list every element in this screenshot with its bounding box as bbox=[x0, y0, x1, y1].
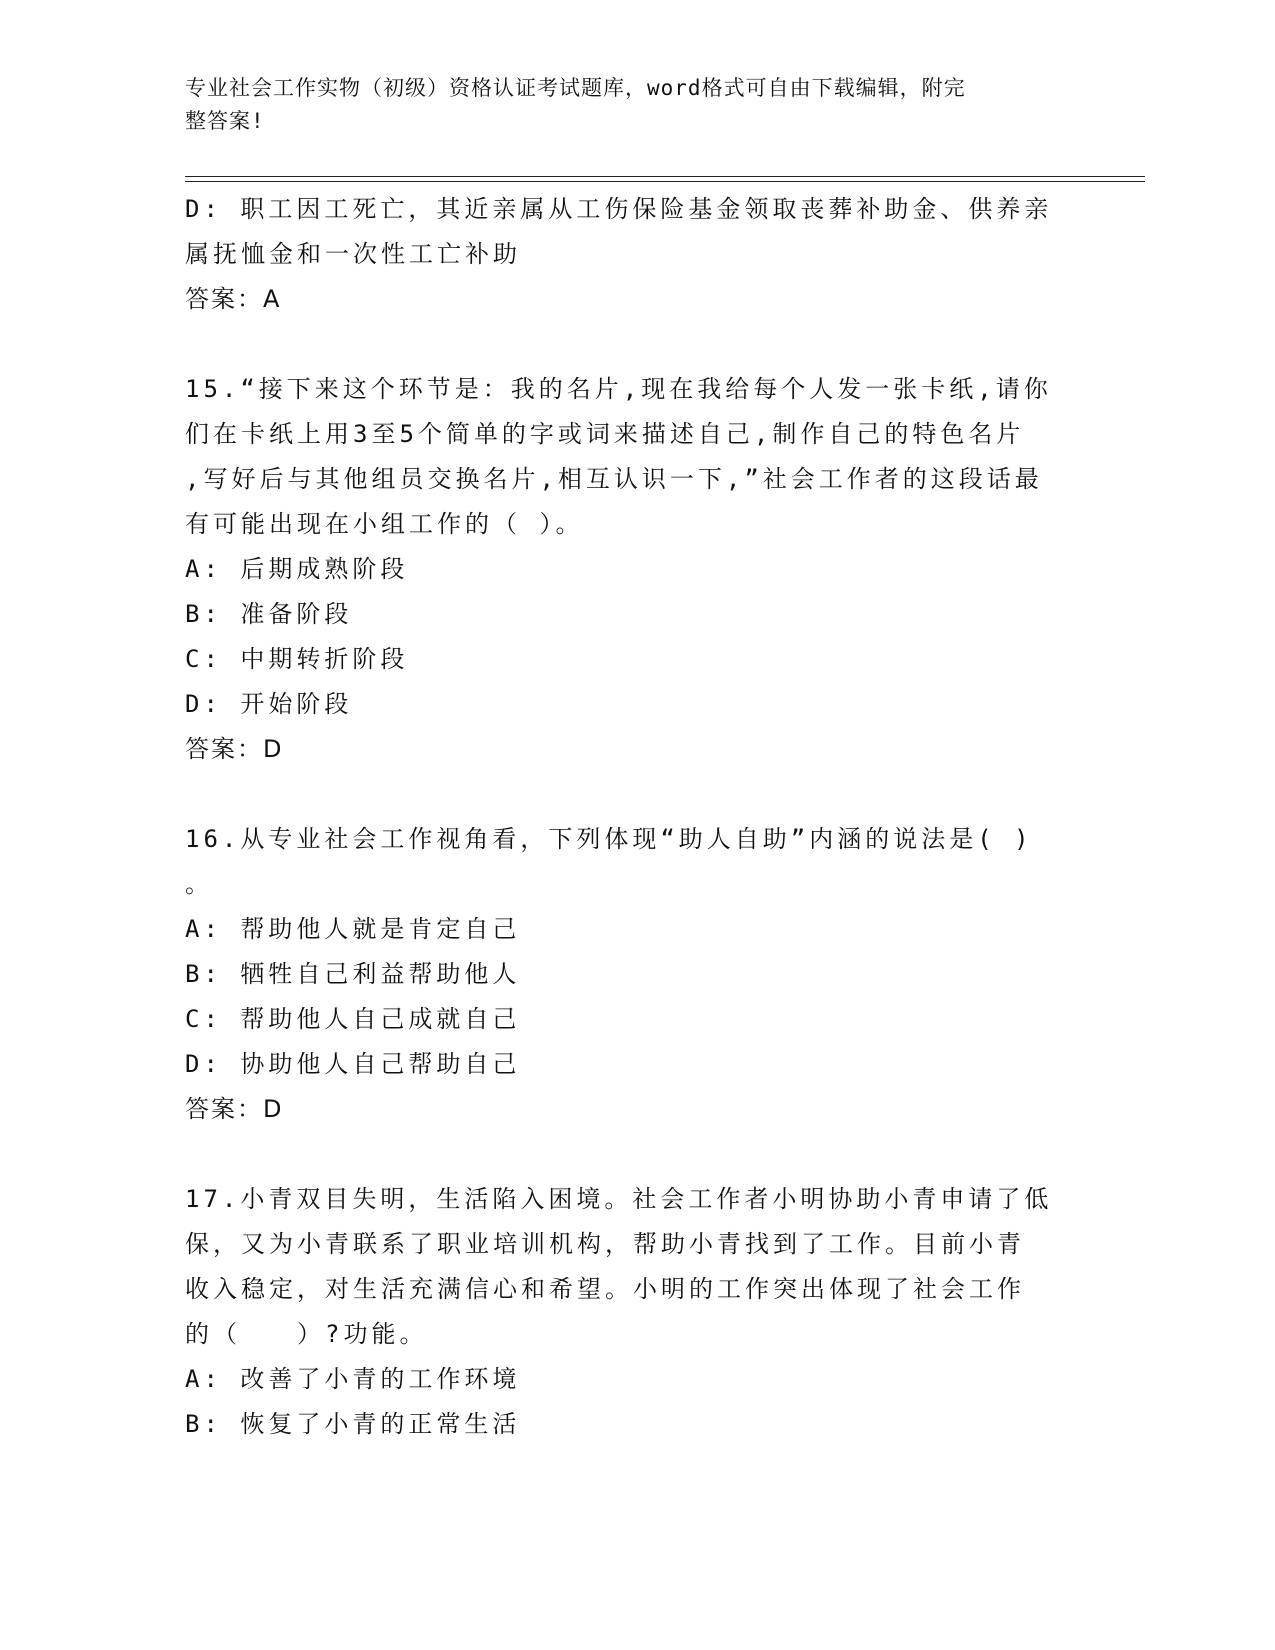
question-stem-line: 15.“接下来这个环节是：我的名片,现在我给每个人发一张卡纸,请你 bbox=[185, 375, 1052, 403]
option-c: C: 帮助他人自己成就自己 bbox=[185, 1005, 521, 1033]
document-header bbox=[185, 72, 1065, 138]
option-b: B: 恢复了小青的正常生活 bbox=[185, 1410, 521, 1438]
option-d: D: 协助他人自己帮助自己 bbox=[185, 1050, 521, 1078]
question-15 bbox=[185, 367, 1075, 772]
option-d-line-2: 属抚恤金和一次性工亡补助 bbox=[185, 240, 521, 268]
question-17 bbox=[185, 1177, 1075, 1447]
question-stem-line: 有可能出现在小组工作的（ ）。 bbox=[185, 510, 584, 538]
question-stem-line: ,写好后与其他组员交换名片,相互认识一下,”社会工作者的这段话最 bbox=[185, 465, 1043, 493]
question-stem-line: 17.小青双目失明，生活陷入困境。社会工作者小明协助小青申请了低 bbox=[185, 1185, 1053, 1213]
header-divider-bottom bbox=[185, 181, 1145, 182]
question-stem-line: 16.从专业社会工作视角看，下列体现“助人自助”内涵的说法是( ) bbox=[185, 825, 1033, 853]
spacer bbox=[185, 322, 1075, 367]
question-stem-line: 的（ ）?功能。 bbox=[185, 1320, 428, 1348]
question-stem-line: 收入稳定，对生活充满信心和希望。小明的工作突出体现了社会工作 bbox=[185, 1275, 1025, 1303]
header-divider-top bbox=[185, 176, 1145, 177]
previous-question-tail bbox=[185, 187, 1075, 322]
option-b: B: 准备阶段 bbox=[185, 600, 353, 628]
answer-line: 答案：D bbox=[185, 735, 284, 763]
option-a: A: 改善了小青的工作环境 bbox=[185, 1365, 521, 1393]
question-stem-line: 保，又为小青联系了职业培训机构，帮助小青找到了工作。目前小青 bbox=[185, 1230, 1025, 1258]
option-d: D: 开始阶段 bbox=[185, 690, 353, 718]
question-16 bbox=[185, 817, 1075, 1132]
spacer bbox=[185, 1132, 1075, 1177]
option-a: A: 帮助他人就是肯定自己 bbox=[185, 915, 521, 943]
spacer bbox=[185, 772, 1075, 817]
question-stem-line: 们在卡纸上用3至5个简单的字或词来描述自己,制作自己的特色名片 bbox=[185, 420, 1025, 448]
answer-line: 答案：D bbox=[185, 1095, 284, 1123]
option-b: B: 牺牲自己利益帮助他人 bbox=[185, 960, 521, 988]
question-content bbox=[185, 187, 1075, 1447]
option-d-line-1: D: 职工因工死亡，其近亲属从工伤保险基金领取丧葬补助金、供养亲 bbox=[185, 195, 1053, 223]
header-line-1: 专业社会工作实物（初级）资格认证考试题库，word格式可自由下载编辑，附完 bbox=[185, 76, 966, 100]
option-a: A: 后期成熟阶段 bbox=[185, 555, 409, 583]
option-c: C: 中期转折阶段 bbox=[185, 645, 409, 673]
header-line-2: 整答案! bbox=[185, 109, 265, 133]
question-stem-line: 。 bbox=[185, 870, 213, 898]
answer-line: 答案：A bbox=[185, 285, 282, 313]
